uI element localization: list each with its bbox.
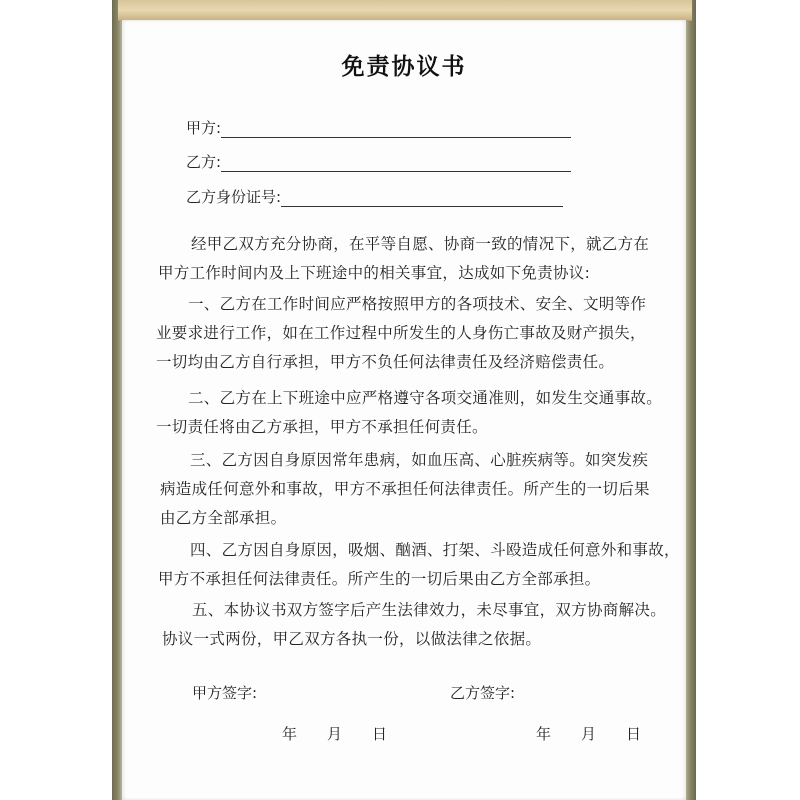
paragraph-line: 甲方不承担任何法律责任。所产生的一切后果由乙方全部承担。: [158, 570, 601, 588]
left-frame-edge: [112, 0, 122, 800]
paragraph-line: 经甲乙双方充分协商，在平等自愿、协商一致的情况下，就乙方在: [191, 235, 650, 253]
day-label: 日: [372, 725, 388, 743]
month-label: 月: [581, 725, 597, 743]
party-b-id-blank-line: [281, 190, 563, 207]
party-b-id-label: 乙方身份证号:: [186, 188, 282, 206]
paragraph-line: 甲方工作时间内及上下班途中的相关事宜，达成如下免责协议:: [158, 264, 591, 282]
party-a-field: [186, 117, 571, 138]
party-b-field: [186, 151, 571, 172]
clause-four: [158, 538, 680, 596]
document-page: [122, 20, 686, 800]
paragraph-line: 协议一式两份，甲乙双方各执一份，以做法律之依据。: [162, 630, 542, 648]
top-wooden-rod: [118, 0, 692, 21]
clause-two: [156, 386, 663, 444]
intro-paragraph: [158, 232, 658, 290]
party-b-date: [536, 723, 641, 744]
paragraph-line: 业要求进行工作，如在工作过程中所发生的人身伤亡事故及财产损失，: [156, 324, 646, 342]
month-label: 月: [327, 725, 343, 743]
document-title: 免责协议书: [341, 54, 467, 80]
party-a-label: 甲方:: [186, 119, 222, 137]
year-label: 年: [536, 725, 552, 743]
paragraph-line: 一切责任将由乙方承担，甲方不承担任何责任。: [156, 418, 488, 436]
party-a-signature-label: 甲方签字:: [192, 684, 258, 702]
paragraph-line: 病造成任何意外和事故，甲方不承担任何法律责任。所产生的一切后果: [160, 480, 650, 498]
right-frame-edge: [686, 0, 696, 800]
clause-five: [162, 598, 667, 656]
day-label: 日: [626, 725, 642, 743]
party-a-date: [282, 723, 387, 744]
party-b-id-field: [186, 186, 563, 207]
paragraph-line: 由乙方全部承担。: [160, 509, 287, 527]
paragraph-line: 五、本协议书双方签字后产生法律效力，未尽事宜，双方协商解决。: [192, 601, 667, 619]
party-b-signature-label: 乙方签字:: [450, 684, 516, 702]
paragraph-line: 二、乙方在上下班途中应严格遵守各项交通准则，如发生交通事故。: [188, 389, 663, 407]
paragraph-line: 四、乙方因自身原因，吸烟、酗酒、打架、斗殴造成任何意外和事故，: [190, 541, 680, 559]
party-b-label: 乙方:: [186, 153, 222, 171]
paragraph-line: 一切均由乙方自行承担，甲方不负任何法律责任及经济赔偿责任。: [156, 353, 615, 371]
clause-one: [156, 292, 656, 379]
party-b-blank-line: [221, 155, 571, 172]
clause-three: [160, 448, 660, 535]
party-a-blank-line: [221, 121, 571, 138]
paragraph-line: 一、乙方在工作时间应严格按照甲方的各项技术、安全、文明等作: [188, 295, 647, 313]
paragraph-line: 三、乙方因自身原因常年患病，如血压高、心脏疾病等。如突发疾: [190, 451, 649, 469]
year-label: 年: [282, 725, 298, 743]
